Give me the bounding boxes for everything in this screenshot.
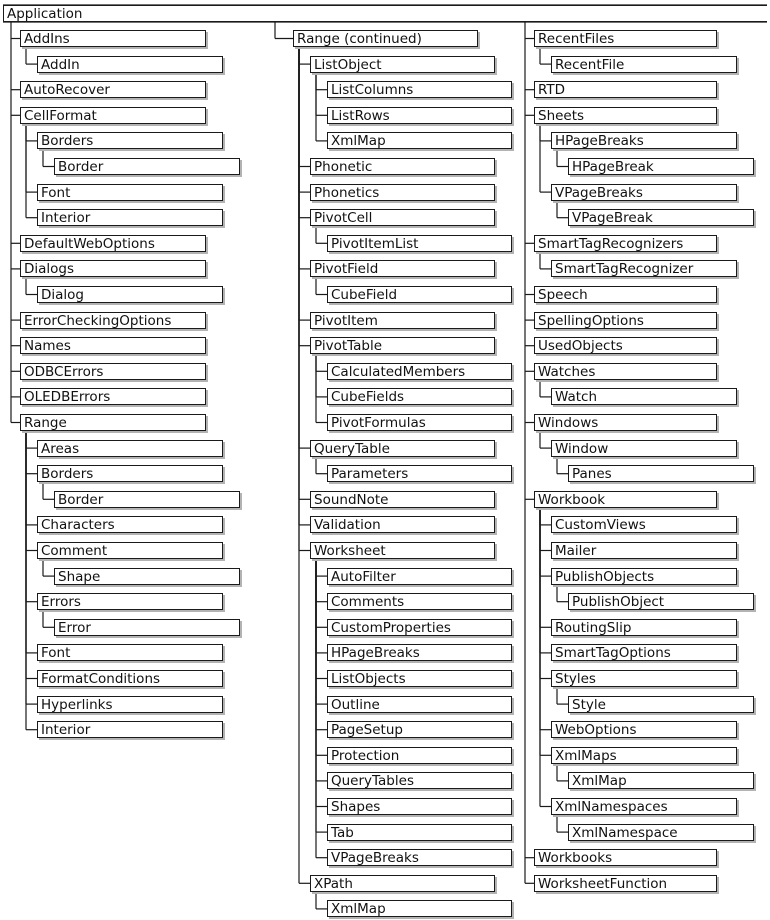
node-interior: Interior	[37, 209, 223, 226]
node-dialogs: Dialogs	[20, 260, 206, 277]
node-listobjects: ListObjects	[327, 670, 512, 687]
node-speech: Speech	[534, 286, 717, 303]
node-soundnote: SoundNote	[310, 491, 495, 508]
node-publishobject: PublishObject	[568, 593, 754, 610]
node-hpagebreaks: HPageBreaks	[327, 644, 512, 661]
node-style: Style	[568, 696, 754, 713]
node-shape: Shape	[54, 568, 240, 585]
node-pivotfield: PivotField	[310, 260, 495, 277]
node-routingslip: RoutingSlip	[551, 619, 737, 636]
node-rtd: RTD	[534, 81, 717, 98]
node-pivotcell: PivotCell	[310, 209, 495, 226]
node-border: Border	[54, 491, 240, 508]
node-customviews: CustomViews	[551, 516, 737, 533]
node-shapes: Shapes	[327, 798, 512, 815]
node-vpagebreaks: VPageBreaks	[551, 184, 737, 201]
node-areas: Areas	[37, 440, 223, 457]
node-querytables: QueryTables	[327, 772, 512, 789]
node-querytable: QueryTable	[310, 440, 495, 457]
node-usedobjects: UsedObjects	[534, 337, 717, 354]
node-xpath: XPath	[310, 875, 495, 892]
node-odbcerrors: ODBCErrors	[20, 363, 206, 380]
node-addin: AddIn	[37, 56, 223, 73]
node-spellingoptions: SpellingOptions	[534, 312, 717, 329]
node-smarttagrecognizers: SmartTagRecognizers	[534, 235, 717, 252]
node-weboptions: WebOptions	[551, 721, 737, 738]
node-font: Font	[37, 644, 223, 661]
node-cubefields: CubeFields	[327, 388, 512, 405]
node-panes: Panes	[568, 465, 754, 482]
node-characters: Characters	[37, 516, 223, 533]
node-workbook: Workbook	[534, 491, 717, 508]
node-error: Error	[54, 619, 240, 636]
node-outline: Outline	[327, 696, 512, 713]
node-border: Border	[54, 158, 240, 175]
node-customproperties: CustomProperties	[327, 619, 512, 636]
node-vpagebreaks: VPageBreaks	[327, 849, 512, 866]
node-calculatedmembers: CalculatedMembers	[327, 363, 512, 380]
node-font: Font	[37, 184, 223, 201]
node-tab: Tab	[327, 824, 512, 841]
node-xmlmaps: XmlMaps	[551, 747, 737, 764]
node-sheets: Sheets	[534, 107, 717, 124]
node-hyperlinks: Hyperlinks	[37, 696, 223, 713]
node-names: Names	[20, 337, 206, 354]
node-pagesetup: PageSetup	[327, 721, 512, 738]
node-xmlmap: XmlMap	[568, 772, 754, 789]
node-borders: Borders	[37, 465, 223, 482]
node-smarttagrecognizer: SmartTagRecognizer	[551, 260, 737, 277]
node-window: Window	[551, 440, 737, 457]
node-recentfile: RecentFile	[551, 56, 737, 73]
node-pivotitemlist: PivotItemList	[327, 235, 512, 252]
node-workbooks: Workbooks	[534, 849, 717, 866]
node-validation: Validation	[310, 516, 495, 533]
node-styles: Styles	[551, 670, 737, 687]
node-oledberrors: OLEDBErrors	[20, 388, 206, 405]
node-vpagebreak: VPageBreak	[568, 209, 754, 226]
node-comment: Comment	[37, 542, 223, 559]
node-windows: Windows	[534, 414, 717, 431]
node-xmlnamespace: XmlNamespace	[568, 824, 754, 841]
node-parameters: Parameters	[327, 465, 512, 482]
node-worksheetfunction: WorksheetFunction	[534, 875, 717, 892]
node-application: Application	[3, 5, 767, 22]
node-xmlmap: XmlMap	[327, 900, 512, 917]
node-defaultweboptions: DefaultWebOptions	[20, 235, 206, 252]
node-watch: Watch	[551, 388, 737, 405]
node-worksheet: Worksheet	[310, 542, 495, 559]
node-recentfiles: RecentFiles	[534, 30, 717, 47]
node-formatconditions: FormatConditions	[37, 670, 223, 687]
node-hpagebreaks: HPageBreaks	[551, 132, 737, 149]
node-mailer: Mailer	[551, 542, 737, 559]
node-hpagebreak: HPageBreak	[568, 158, 754, 175]
node-interior: Interior	[37, 721, 223, 738]
node-comments: Comments	[327, 593, 512, 610]
node-cellformat: CellFormat	[20, 107, 206, 124]
node-cubefield: CubeField	[327, 286, 512, 303]
node-pivotformulas: PivotFormulas	[327, 414, 512, 431]
node-borders: Borders	[37, 132, 223, 149]
node-range: Range	[20, 414, 206, 431]
node-pivotitem: PivotItem	[310, 312, 495, 329]
node-phonetic: Phonetic	[310, 158, 495, 175]
node-smarttagoptions: SmartTagOptions	[551, 644, 737, 661]
node-errors: Errors	[37, 593, 223, 610]
node-phonetics: Phonetics	[310, 184, 495, 201]
node-listrows: ListRows	[327, 107, 512, 124]
node-autofilter: AutoFilter	[327, 568, 512, 585]
node-xmlnamespaces: XmlNamespaces	[551, 798, 737, 815]
node-pivottable: PivotTable	[310, 337, 495, 354]
node-range-continued: Range (continued)	[293, 30, 478, 47]
node-dialog: Dialog	[37, 286, 223, 303]
node-xmlmap: XmlMap	[327, 132, 512, 149]
node-autorecover: AutoRecover	[20, 81, 206, 98]
node-watches: Watches	[534, 363, 717, 380]
node-errorcheckingoptions: ErrorCheckingOptions	[20, 312, 206, 329]
node-listobject: ListObject	[310, 56, 495, 73]
node-addins: AddIns	[20, 30, 206, 47]
node-publishobjects: PublishObjects	[551, 568, 737, 585]
node-listcolumns: ListColumns	[327, 81, 512, 98]
node-protection: Protection	[327, 747, 512, 764]
